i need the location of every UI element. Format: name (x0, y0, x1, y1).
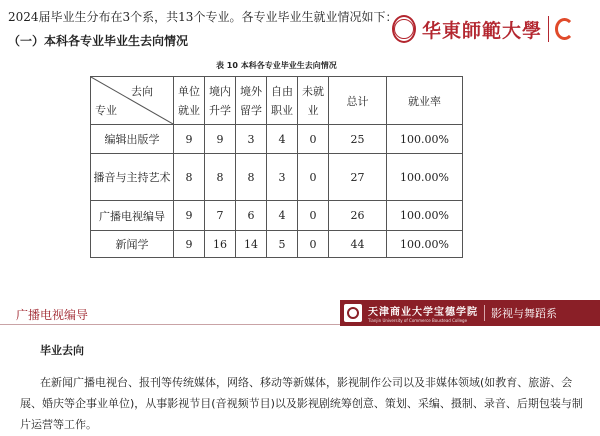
college-name: 天津商业大学宝德学院 (368, 307, 478, 318)
table-row (91, 231, 463, 258)
college-name-en: Tianjin University of Commerce Boustead College (368, 318, 468, 323)
value-cell: 14 (236, 231, 267, 258)
header-cell: 自由职业 (267, 77, 298, 125)
department-name: 影视与舞蹈系 (491, 307, 557, 320)
header-cell: 总计 (329, 77, 387, 125)
value-cell: 3 (236, 125, 267, 154)
college-banner (340, 300, 600, 326)
value-cell: 9 (205, 125, 236, 154)
college-seal-icon (344, 304, 362, 322)
value-cell: 7 (205, 201, 236, 231)
value-cell: 4 (267, 125, 298, 154)
table-row (91, 125, 463, 154)
section-heading: 毕业去向 (40, 344, 84, 357)
table-caption: 表 10 本科各专业毕业生去向情况 (216, 61, 337, 70)
value-cell: 8 (205, 154, 236, 201)
header-diag-cell (91, 77, 174, 125)
banner-title: 广播电视编导 (16, 308, 89, 322)
banner-divider (484, 305, 485, 321)
table-row (91, 201, 463, 231)
header-cell: 就业率 (387, 77, 463, 125)
value-cell: 8 (174, 154, 205, 201)
logo-text: 华東師範大學 (422, 19, 543, 42)
value-cell: 100.00% (387, 201, 463, 231)
banner-rule (0, 324, 340, 325)
header-cell: 境外留学 (236, 77, 267, 125)
header-cell: 境内升学 (205, 77, 236, 125)
value-cell: 8 (236, 154, 267, 201)
value-cell: 100.00% (387, 125, 463, 154)
value-cell: 6 (236, 201, 267, 231)
value-cell: 100.00% (387, 154, 463, 201)
value-cell: 0 (298, 231, 329, 258)
major-cell: 播音与主持艺术 (91, 154, 174, 201)
section-body: 在新闻广播电视台、报刊等传统媒体，网络、移动等新媒体，影视制作公司以及非媒体领域(如教育、旅游、会展、婚庆等企事业单位)，从事影视节目(音视频节目)以及影视剧统筹创意、策划、采编、摄制、录音、后期包装与制片运营等工作。 (20, 376, 583, 431)
header-destination-label: 去向 (131, 85, 153, 98)
value-cell: 9 (174, 231, 205, 258)
intro-text: 2024届毕业生分布在3个系，共13个专业。各专业毕业生就业情况如下： (8, 10, 398, 24)
value-cell: 9 (174, 125, 205, 154)
value-cell: 26 (329, 201, 387, 231)
employment-table (90, 76, 463, 258)
header-major-label: 专业 (95, 104, 117, 117)
subheading: （一）本科各专业毕业生去向情况 (8, 34, 189, 48)
major-cell: 广播电视编导 (91, 201, 174, 231)
header-cell: 单位就业 (174, 77, 205, 125)
value-cell: 9 (174, 201, 205, 231)
value-cell: 3 (267, 154, 298, 201)
value-cell: 25 (329, 125, 387, 154)
value-cell: 0 (298, 201, 329, 231)
value-cell: 0 (298, 154, 329, 201)
value-cell: 5 (267, 231, 298, 258)
logo-divider (548, 16, 549, 42)
header-cell: 未就业 (298, 77, 329, 125)
value-cell: 44 (329, 231, 387, 258)
table-header-row (91, 77, 463, 125)
value-cell: 27 (329, 154, 387, 201)
table-row (91, 154, 463, 201)
value-cell: 100.00% (387, 231, 463, 258)
major-cell: 编辑出版学 (91, 125, 174, 154)
seal-icon (392, 15, 416, 43)
c-mark-icon (555, 18, 574, 40)
university-logo (392, 10, 597, 48)
value-cell: 16 (205, 231, 236, 258)
value-cell: 0 (298, 125, 329, 154)
value-cell: 4 (267, 201, 298, 231)
major-cell: 新闻学 (91, 231, 174, 258)
